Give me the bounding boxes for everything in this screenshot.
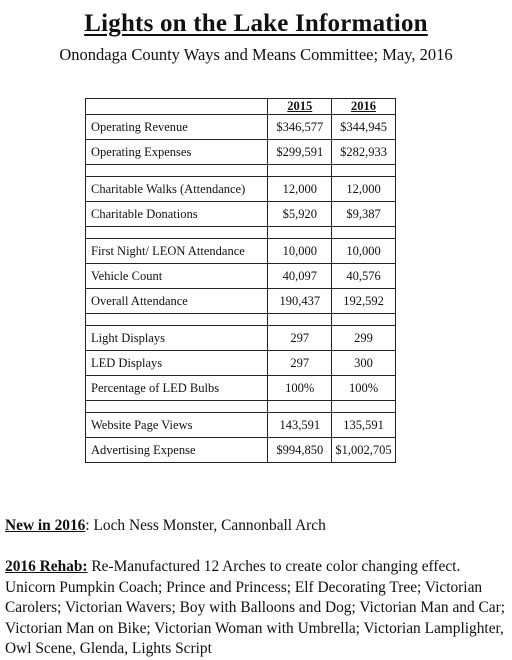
value-2016: $282,933 [332,140,396,165]
table-row [86,202,396,227]
row-label: Vehicle Count [86,264,268,289]
spacer-row [86,165,396,177]
table-row [86,326,396,351]
value-2016: $344,945 [332,115,396,140]
rehab-2016-label: 2016 Rehab: [5,558,88,575]
new-in-2016-text: : Loch Ness Monster, Cannonball Arch [85,517,326,534]
new-in-2016-paragraph [5,516,505,537]
header-blank-cell [86,99,268,115]
value-2015: 143,591 [268,413,332,438]
table-row [86,376,396,401]
value-2015: 190,437 [268,289,332,314]
value-2015: 10,000 [268,239,332,264]
spacer-row [86,314,396,326]
table-row [86,140,396,165]
value-2015: 297 [268,326,332,351]
value-2016: 135,591 [332,413,396,438]
row-label: Operating Revenue [86,115,268,140]
row-label: Percentage of LED Bulbs [86,376,268,401]
value-2016: 100% [332,376,396,401]
table-row [86,413,396,438]
rehab-2016-paragraph [5,557,505,660]
table-row [86,289,396,314]
header-year-2016: 2016 [332,99,396,115]
value-2015: 40,097 [268,264,332,289]
value-2015: 297 [268,351,332,376]
value-2016: $9,387 [332,202,396,227]
new-in-2016-label: New in 2016 [5,517,86,534]
row-label: First Night/ LEON Attendance [86,239,268,264]
table-row [86,115,396,140]
row-label: Overall Attendance [86,289,268,314]
value-2015: $346,577 [268,115,332,140]
value-2015: 12,000 [268,177,332,202]
table-row [86,177,396,202]
value-2016: $1,002,705 [332,438,396,463]
spacer-row [86,401,396,413]
table-row [86,264,396,289]
value-2016: 12,000 [332,177,396,202]
value-2016: 40,576 [332,264,396,289]
row-label: LED Displays [86,351,268,376]
document-title: Lights on the Lake Information [84,10,428,37]
row-label: Advertising Expense [86,438,268,463]
table-row [86,351,396,376]
rehab-2016-text: Re-Manufactured 12 Arches to create color changing effect. Unicorn Pumpkin Coach; Prince and Princess; Elf Decorating Tree; Victorian Carolers; Victorian Wavers; Boy with Balloons and Dog; Victorian Man and Car; Victorian Man on Bike; Victorian Woman with Umbrella; Victorian Lamplighter, Owl Scene, Glenda, Lights Script [5,558,506,657]
table-row [86,239,396,264]
value-2016: 299 [332,326,396,351]
header-year-2015: 2015 [268,99,332,115]
row-label: Website Page Views [86,413,268,438]
value-2015: $5,920 [268,202,332,227]
spacer-row [86,227,396,239]
value-2016: 10,000 [332,239,396,264]
table-header-row [86,99,396,115]
value-2015: 100% [268,376,332,401]
info-table [85,98,396,463]
table-row [86,438,396,463]
row-label: Charitable Donations [86,202,268,227]
document-subtitle: Onondaga County Ways and Means Committee; May, 2016 [59,45,453,64]
value-2016: 192,592 [332,289,396,314]
value-2015: $299,591 [268,140,332,165]
row-label: Charitable Walks (Attendance) [86,177,268,202]
value-2015: $994,850 [268,438,332,463]
value-2016: 300 [332,351,396,376]
row-label: Light Displays [86,326,268,351]
row-label: Operating Expenses [86,140,268,165]
